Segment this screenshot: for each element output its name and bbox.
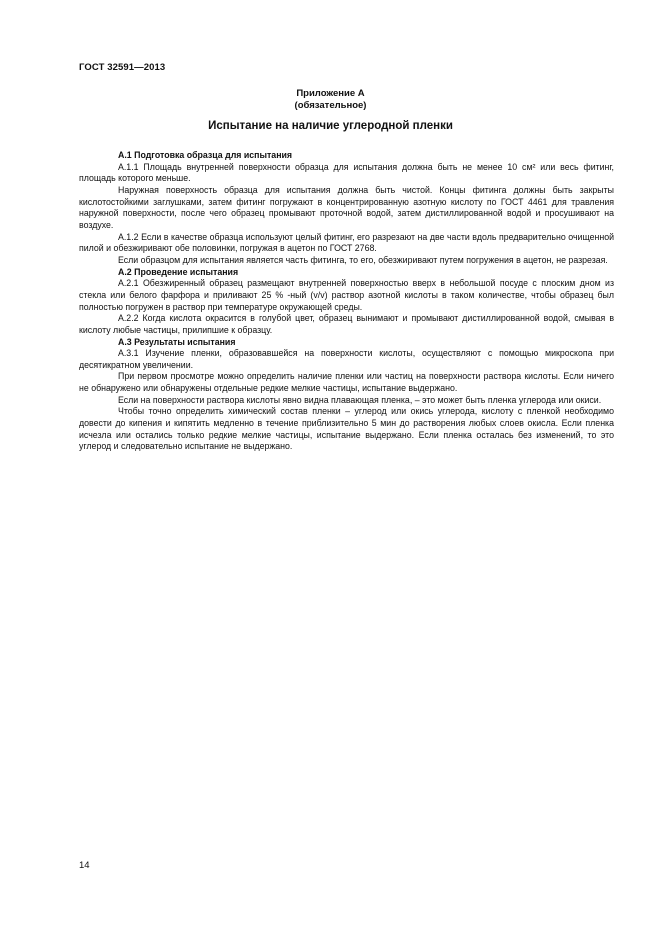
paragraph: При первом просмотре можно определить наличие пленки или частиц на поверхности раствора кислоты. Если ничего не обнаружено или обнаружены отдельные редкие мелкие частицы, испытание выдержано. xyxy=(79,371,614,394)
annex-label: Приложение А xyxy=(296,88,365,99)
paragraph: А.2.2 Когда кислота окрасится в голубой цвет, образец вынимают и промывают дистиллированной водой, смывая в кислоту любые частицы, прилипшие к образцу. xyxy=(79,313,614,335)
subsection-heading: А.1 Подготовка образца для испытания xyxy=(118,150,293,160)
subsection-heading: А.2 Проведение испытания xyxy=(118,266,239,277)
annex-status: (обязательное) xyxy=(294,100,367,111)
paragraph: Чтобы точно определить химический состав пленки – углерод или окись углерода, кислоту с пленкой необходимо довести до кипения и кипятить медленно в течение приблизительно 5 мин до растворения любых слоев окисла. Если пленка исчезла или остались только редкие мелкие частицы, испытание выдержано. Если пленка осталась без изменений, то это углерод и следовательно испытание не выдержано. xyxy=(79,406,614,452)
paragraph: А.1.1 Площадь внутренней поверхности образца для испытания должна быть не менее 10 см² или весь фитинг, площадь которого меньше. xyxy=(79,161,614,184)
annex-heading xyxy=(0,88,661,112)
paragraph: А.2.1 Обезжиренный образец размещают внутренней поверхностью вверх в небольшой посуде с плоским дном из стекла или белого фарфора и приливают 25 % -ный (v/v) раствор азотной кислоты в таком количестве, чтобы образец был полностью погружен в раствор при температуре окружающей среды. xyxy=(79,278,614,312)
body-text xyxy=(79,150,614,453)
page-number: 14 xyxy=(79,860,90,871)
paragraph: А.1.2 Если в качестве образца используют целый фитинг, его разрезают на две части вдоль предварительно очищенной пилой и обезжиривают обе половинки, погружая в ацетон по ГОСТ 2768. xyxy=(79,231,614,254)
section-title: Испытание на наличие углеродной пленки xyxy=(208,120,453,132)
document-id-header: ГОСТ 32591—2013 xyxy=(79,62,166,73)
paragraph: Наружная поверхность образца для испытания должна быть чистой. Концы фитинга должны быть закрыты кислотостойкими заглушками, затем фитинг погружают в концентрированную азотную кислоту по ГОСТ 4461 для травления наружной поверхности, после чего образец промывают проточной водой, затем дистиллированной водой и просушивают на воздухе. xyxy=(79,184,614,230)
paragraph: А.3.1 Изучение пленки, образовавшейся на поверхности кислоты, осуществляют с помощью микроскопа при десятикратном увеличении. xyxy=(79,348,614,370)
paragraph: Если образцом для испытания является часть фитинга, то его, обезжиривают путем погружения в ацетон, не разрезая. xyxy=(118,254,608,265)
subsection-heading: А.3 Результаты испытания xyxy=(118,336,236,347)
paragraph: Если на поверхности раствора кислоты явно видна плавающая пленка, – это может быть пленка углерода или окиси. xyxy=(118,394,602,405)
